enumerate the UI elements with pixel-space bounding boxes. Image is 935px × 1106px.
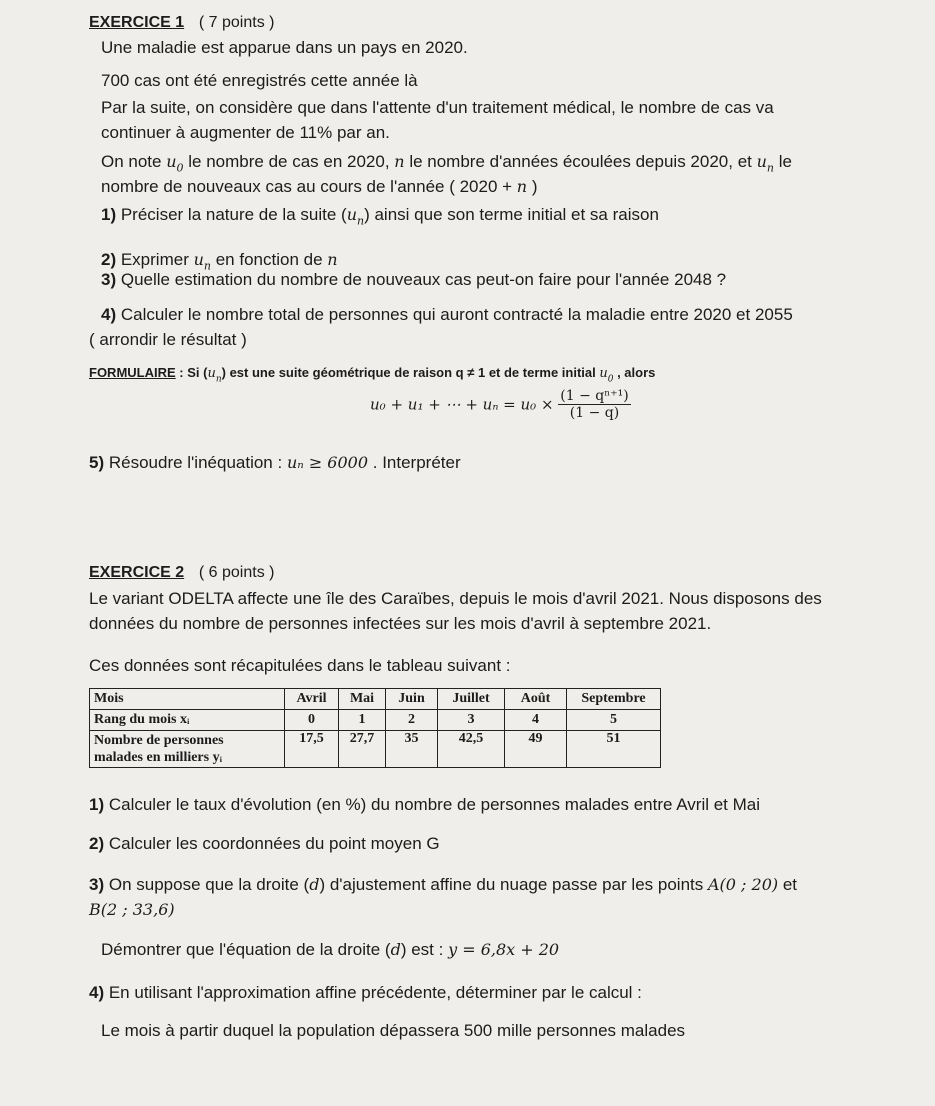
text: : Si ( [175, 365, 208, 380]
formula-denominator: (1 − q) [569, 405, 620, 421]
math-sub: 0 [607, 374, 614, 385]
text: Démontrer que l'équation de la droite ( [101, 940, 391, 959]
table-cell: 1 [339, 710, 386, 731]
table-header-cell: Juillet [438, 689, 505, 710]
label-line: malades en milliers yᵢ [94, 750, 223, 765]
ex1-points: ( 7 points ) [198, 14, 275, 31]
math-n: n [394, 152, 405, 171]
ex1-para-4b [101, 177, 537, 197]
formulaire-label [89, 365, 176, 380]
table-cell: 5 [567, 710, 661, 731]
question-number: 5) [89, 453, 105, 472]
math-equation: y = 6,8x + 20 [448, 940, 560, 959]
text: Calculer le nombre total de personnes qui auront contracté la maladie entre 2020 et 2055 [116, 305, 793, 324]
ex2-points: ( 6 points ) [198, 564, 275, 581]
text: ) est une suite géométrique de raison q ≠ 1 et de terme initial [221, 365, 600, 380]
ex1-question-5 [89, 453, 461, 473]
table-row [90, 731, 661, 768]
question-number: 3) [89, 875, 105, 894]
math-sub: n [357, 214, 365, 228]
ex2-para-2: Ces données sont récapitulées dans le tableau suivant : [89, 656, 511, 675]
ex2-title: EXERCICE 2 [89, 564, 185, 581]
formula-left: u₀ + u₁ + ⋯ + uₙ = u₀ × [370, 395, 554, 414]
text: ) [527, 177, 538, 196]
text: le [774, 152, 792, 171]
formula-fraction [558, 388, 630, 421]
math-d: d [309, 875, 320, 894]
question-number: 3) [101, 270, 117, 289]
ex2-question-3 [89, 875, 797, 895]
table-cell: 0 [285, 710, 339, 731]
text: On suppose que la droite ( [104, 875, 310, 894]
data-table [89, 688, 661, 768]
table-cell: 27,7 [339, 731, 386, 768]
math-u: u [166, 152, 177, 171]
table-header-cell: Mois [90, 689, 285, 710]
ex1-para-3a: Par la suite, on considère que dans l'attente d'un traitement médical, le nombre de cas va [101, 98, 774, 117]
text: , alors [613, 365, 656, 380]
table-cell: 35 [386, 731, 438, 768]
ex2-question-1 [89, 795, 760, 815]
table-cell: 51 [567, 731, 661, 768]
table-cell: 4 [505, 710, 567, 731]
ex1-para-3b: continuer à augmenter de 11% par an. [101, 123, 390, 142]
ex1-question-3 [101, 270, 726, 290]
question-number: 1) [101, 205, 117, 224]
ex1-question-4-note: ( arrondir le résultat ) [89, 330, 247, 349]
ex2-question-4 [89, 983, 642, 1003]
question-number: 4) [101, 305, 117, 324]
ex2-question-3b [101, 940, 559, 960]
table-header-cell: Septembre [567, 689, 661, 710]
text: nombre de nouveaux cas au cours de l'année ( 2020 + [101, 177, 517, 196]
math-u: u [193, 250, 204, 269]
text: On note [101, 152, 167, 171]
math-point-b: B(2 ; 33,6) [89, 900, 175, 919]
ex2-question-4b: Le mois à partir duquel la population dépassera 500 mille personnes malades [101, 1021, 686, 1040]
table-cell: 2 [386, 710, 438, 731]
text: le nombre d'années écoulées depuis 2020, et [404, 152, 757, 171]
table-header-cell: Avril [285, 689, 339, 710]
ex2-question-3-point-b [89, 900, 175, 920]
math-sub: n [766, 161, 774, 175]
question-number: 2) [89, 834, 105, 853]
table-cell: 49 [505, 731, 567, 768]
table-cell: 17,5 [285, 731, 339, 768]
question-number: 1) [89, 795, 105, 814]
table-row [90, 710, 661, 731]
table-header-cell: Juin [386, 689, 438, 710]
math-u: u [207, 366, 216, 381]
text: Quelle estimation du nombre de nouveaux cas peut-on faire pour l'année 2048 ? [116, 270, 727, 289]
ex1-para-4a [101, 152, 792, 174]
text: ) est : [400, 940, 449, 959]
text: le nombre de cas en 2020, [183, 152, 395, 171]
ex2-question-2 [89, 834, 440, 854]
ex1-para-2: 700 cas ont été enregistrés cette année là [101, 71, 418, 90]
formulaire-title: FORMULAIRE [89, 365, 176, 380]
question-number: 2) [101, 250, 117, 269]
sum-formula [370, 388, 631, 421]
ex1-question-4 [101, 305, 793, 325]
math-point-a: A(0 ; 20) [707, 875, 779, 894]
formula-numerator: (1 − qⁿ⁺¹) [560, 388, 629, 404]
table-label-cell: Rang du mois xᵢ [90, 710, 285, 731]
ex2-para-1a: Le variant ODELTA affecte une île des Caraïbes, depuis le mois d'avril 2021. Nous disposons des [89, 589, 822, 608]
ex1-para-1: Une maladie est apparue dans un pays en 2020. [101, 38, 468, 57]
text: Calculer le taux d'évolution (en %) du nombre de personnes malades entre Avril et Mai [104, 795, 761, 814]
ex1-header [89, 12, 274, 32]
math-u: u [346, 205, 357, 224]
math-sub: n [203, 259, 211, 273]
math-u: u [756, 152, 767, 171]
table-header-cell: Août [505, 689, 567, 710]
ex2-para-1b: données du nombre de personnes infectées sur les mois d'avril à septembre 2021. [89, 614, 712, 633]
text: et [778, 875, 798, 894]
table-header-cell: Mai [339, 689, 386, 710]
text: ) ainsi que son terme initial et sa raison [364, 205, 659, 224]
math-u: u [599, 366, 608, 381]
table-row [90, 689, 661, 710]
table-label-cell [90, 731, 285, 768]
label-line: Nombre de personnes [94, 733, 224, 748]
text: en fonction de [211, 250, 328, 269]
math-n: n [327, 250, 338, 269]
question-number: 4) [89, 983, 105, 1002]
ex1-question-1 [101, 205, 659, 227]
text: Calculer les coordonnées du point moyen G [104, 834, 440, 853]
table-cell: 42,5 [438, 731, 505, 768]
text: Préciser la nature de la suite ( [116, 205, 347, 224]
text: En utilisant l'approximation affine précédente, déterminer par le calcul : [104, 983, 642, 1002]
text: . Interpréter [368, 453, 461, 472]
table-cell: 3 [438, 710, 505, 731]
math-sub: 0 [176, 161, 184, 175]
ex2-header [89, 562, 274, 582]
text: Exprimer [116, 250, 194, 269]
ex1-title: EXERCICE 1 [89, 14, 185, 31]
text: ) d'ajustement affine du nuage passe par les points [319, 875, 708, 894]
math-inequality: uₙ ≥ 6000 [286, 453, 369, 472]
math-n: n [516, 177, 528, 196]
formulaire-line [89, 362, 655, 384]
math-sub: n [215, 374, 222, 385]
text: Résoudre l'inéquation : [104, 453, 287, 472]
math-d: d [390, 940, 401, 959]
